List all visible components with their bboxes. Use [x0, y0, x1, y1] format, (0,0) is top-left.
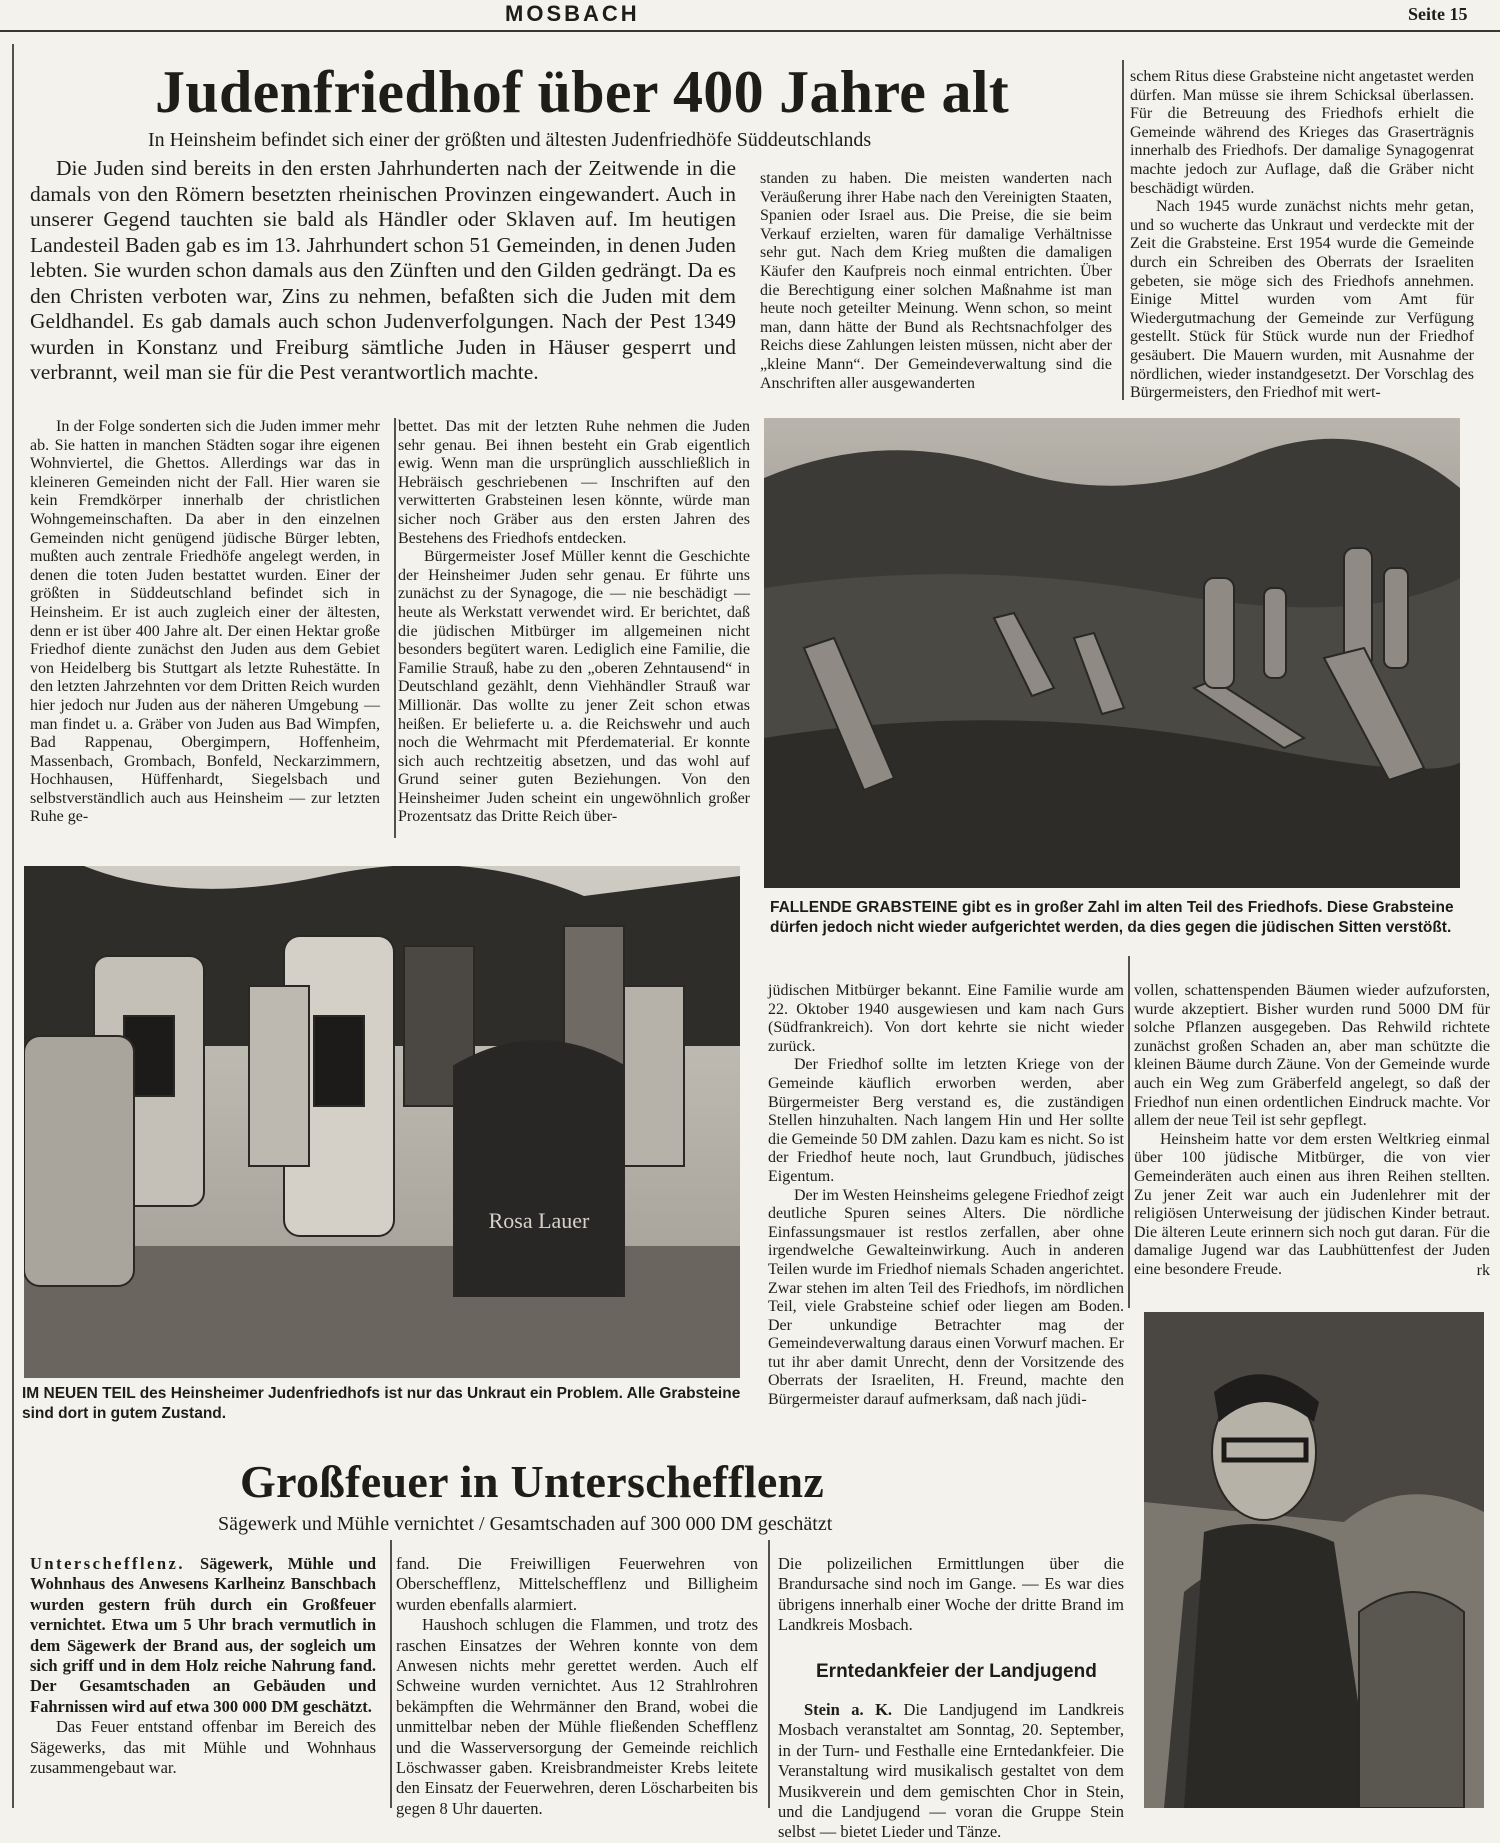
lead-paragraph	[30, 156, 736, 386]
column-text: Der im Westen Heinsheims gelegene Friedhof zeigt deutliche Spuren seines Alters. Die nördliche Einfassungsmauer ist restlos zerfallen, aber ohne irgendwelche Gewalteinwirkung. Auch in anderen Teilen wurde im Friedhof niemals Schaden angerichtet. Zwar stehen im alten Teil des Friedhofs, im nördlichen Teil, viele Grabsteine schief oder liegen am Boden. Der unkundige Betrachter mag der Gemeindeverwaltung daraus einen Vorwurf machen. Er tut ihr aber damit Unrecht, denn der Vorsitzende des Oberrats der Israeliten, H. Freund, machte den Bürgermeister darauf aufmerksam, daß nach jüdi-	[768, 1186, 1124, 1409]
article2-lead	[30, 1554, 376, 1717]
column-text: schem Ritus diese Grabsteine nicht angetastet werden dürfen. Man müsse sie ihrem Schicksal überlassen. Für die Betreuung des Friedhofs erhielt die Gemeinde während des Krieges das Graserträgnis innerhalb des Friedhofs. Der damalige Synagogenrat machte jedoch zur Auflage, daß die Gräber nicht beschädigt würden.	[1130, 68, 1474, 197]
column-rule	[768, 1540, 770, 1808]
column-text: standen zu haben. Die meisten wanderten nach Veräußerung ihrer Habe nach den Vereinigten Staaten, Spanien oder Israel aus. Die Preise, die sie beim Verkauf erzielten, waren für damalige Verhältnisse sehr gut. Nach dem Krieg mußten die damaligen Käufer den Kaufpreis noch einmal entrichten. Über die Berechtigung einer solchen Maßnahme ist man heute noch geteilter Meinung. Wenn schon, so meint man, dann hätte der Bund als Rechtsnachfolger des Reichs diese Zahlungen leisten müssen, nicht aber der „kleine Mann“. Der Gemeindeverwaltung sind die Anschriften aller ausgewanderten	[760, 170, 1112, 392]
mayor-portrait-image	[1144, 1312, 1484, 1808]
column-text: Nach 1945 wurde zunächst nichts mehr getan, und so wucherte das Unkraut und verdeckte mit der Zeit die Grabsteine. Erst 1954 wurde die Gemeinde durch ein Schreiben des Oberrats der Israeliten gebeten, sie möge sich des Friedhofs annehmen. Einige Mittel wurden vom Amt für Wiedergutmachung der Gemeinde zur Verfügung gestellt. Stück für Stück wurde nun der Friedhof gesäubert. Die Mauern wurden, mit Ausnahme der nördlichen, wieder instandgesetzt. Der Vorschlag des Bürgermeisters, den Friedhof mit wert-	[1130, 198, 1474, 402]
dateline: Unterschefflenz.	[30, 1554, 186, 1573]
caption-text: des Heinsheimer Judenfriedhofs ist nur das Unkraut ein Problem. Alle Grabsteine sind dort in gutem Zustand.	[22, 1385, 741, 1422]
article-column	[398, 418, 750, 827]
column-rule	[394, 418, 396, 838]
sub-headline: Erntedankfeier der Landjugend	[816, 1660, 1097, 1682]
column-text: Bürgermeister Josef Müller kennt die Geschichte der Heinsheimer Juden sehr genau. Er führte uns zunächst zu der Synagoge, die — nie beschädigt — heute als Werkstatt verwendet wird. Er berichtet, daß die jüdischen Mitbürger im allgemeinen nicht besonders begütert waren. Lediglich eine Familie, die Familie Strauß, habe zu den „oberen Zehntausend“ in Deutschland gezählt, denn Viehhändler Strauß war Millionär. Das wollte zu jener Zeit schon etwas heißen. Er belieferte u. a. die Reichswehr und auch noch die Wehrmacht mit Pferdematerial. Er konnte sich auch rechtzeitig absetzen, und das wohl auf Grund seiner guten Beziehungen. Von den Heinsheimer Juden scheint ein ungewöhnlich großer Prozentsatz das Dritte Reich über-	[398, 548, 750, 826]
column-text: jüdischen Mitbürger bekannt. Eine Familie wurde am 22. Oktober 1940 ausgewiesen und kam nach Gurs (Südfrankreich). Von dort kehrte sie nicht wieder zurück.	[768, 982, 1124, 1055]
photo-new-part	[24, 866, 740, 1378]
column-text: Haushoch schlugen die Flammen, und trotz des raschen Einsatzes der Wehren konnte von dem Anwesen nichts mehr gerettet werden. Auch elf Schweine wurden vernichtet. Aus 12 Strahlrohren bekämpften die Wehrmänner den Brand, wobei die unmittelbar neben der Mühle fließenden Schefflenz und die Wasserversorgung der Gemeinde reichlich Löschwasser gaben. Kreisbrandmeister Krebs leitete den Einsatz der Feuerwehren, deren Löscharbeiten bis gegen 8 Uhr dauerten.	[396, 1615, 758, 1818]
article2-column	[778, 1554, 1124, 1843]
column-text: Der Friedhof sollte im letzten Kriege von der Gemeinde käuflich erworben werden, aber Bürgermeister Berg verstand es, die zuständigen Stellen hinzuhalten. Nach langem Hin und Her sollte die Gemeinde 50 DM zahlen. Dazu kam es nicht. So ist der Friedhof heute noch, laut Grundbuch, jüdisches Eigentum.	[768, 1056, 1124, 1185]
caption-lead: IM NEUEN TEIL	[22, 1385, 136, 1402]
page-number: Seite 15	[1408, 4, 1468, 24]
column-text: Das Feuer entstand offenbar im Bereich des Sägewerks, das mit Mühle und Wohnhaus zusammengebaut war.	[30, 1717, 376, 1778]
sub-dateline: Stein a. K.	[804, 1700, 893, 1720]
lead-text: Die Juden sind bereits in den ersten Jahrhunderten nach der Zeitwende in die damals von den Römern besetzten rheinischen Provinzen eingewandert. Auch in unserer Gegend tauchten sie bald als Händler oder Sklaven auf. Im heutigen Landesteil Baden gab es im 13. Jahrhundert schon 51 Gemeinden, in denen Juden lebten. Sie wurden schon damals aus den Zünften und den Gilden gedrängt. Da es den Christen verboten war, Zins zu nehmen, befaßten sich die Juden mit dem Geldhandel. Es gab damals auch schon Judenverfolgungen. Nach der Pest 1349 wurden in Konstanz und Freiburg sämtliche Juden in Häuser gesperrt und verbrannt, weil man sie für die Pest verantwortlich machte.	[30, 156, 736, 384]
article2-column	[30, 1554, 376, 1778]
photo-caption	[770, 898, 1466, 938]
caption-text: gibt es in großer Zahl im alten Teil des Friedhofs. Diese Grabsteine dürfen jedoch nicht wieder aufgerichtet werden, da dies gegen die jüdischen Sitten verstößt.	[770, 899, 1454, 936]
column-rule	[1128, 956, 1130, 1308]
column-text: bettet. Das mit der letzten Ruhe nehmen die Juden sehr genau. Bei ihnen besteht ein Grab eigentlich ewig. Wenn man die ursprünglich ausschließlich in Hebräisch geschriebenen — Inschriften auf den verwitterten Grabsteinen lesen könnte, würde man sicher noch Gräber aus den ersten Jahren des Bestehens des Friedhofs entdecken.	[398, 418, 750, 547]
article-deck: In Heinsheim befindet sich einer der größten und ältesten Judenfriedhöfe Süddeutschlands	[148, 129, 872, 151]
article2-deck: Sägewerk und Mühle vernichtet / Gesamtschaden auf 300 000 DM geschätzt	[218, 1513, 833, 1535]
column-text: Die polizeilichen Ermittlungen über die Brandursache sind noch im Gange. — Es war dies übrigens innerhalb einer Woche der dritte Brand im Landkreis Mosbach.	[778, 1554, 1124, 1635]
photo-mayor	[1144, 1312, 1484, 1808]
article-column	[768, 982, 1124, 1410]
article-column	[1134, 982, 1490, 1280]
masthead-town: MOSBACH	[505, 1, 640, 26]
cemetery-old-part-image	[764, 418, 1460, 888]
left-margin-rule	[12, 44, 14, 1808]
article-headline: Judenfriedhof über 400 Jahre alt	[155, 59, 1010, 125]
column-text: Heinsheim hatte vor dem ersten Weltkrieg einmal über 100 jüdische Mitbürger, die von vier Gemeinderäten auch einen aus ihren Reihen stellten. Zu jener Zeit war auch ein Judenlehrer mit der religiösen Unterweisung der jüdischen Kinder betraut. Die älteren Leute erinnern sich noch gut daran. Für die damalige Jugend war das Laubhüttenfest der Juden eine besondere Freude.	[1134, 1130, 1490, 1278]
caption-lead: FALLENDE GRABSTEINE	[770, 899, 958, 916]
masthead	[0, 0, 1500, 32]
column-text: vollen, schattenspenden Bäumen wieder aufzuforsten, wurde akzeptiert. Bisher wurden rund 5000 DM für solche Pflanzen ausgegeben. Das Rehwild richtete zunächst großen Schaden an, aber man schützte die kleinen Bäume durch Zäune. Von der Gemeinde wurde auch ein Weg zum Gräberfeld angelegt, so daß der Friedhof nun einen ordentlichen Eindruck machte. Vor allem der neue Teil ist sehr gepflegt.	[1134, 982, 1490, 1130]
article2-column	[396, 1554, 758, 1819]
column-rule	[390, 1540, 392, 1808]
lead-text: Sägewerk, Mühle und Wohnhaus des Anwesens Karlheinz Banschbach wurden gestern früh durch ein Großfeuer vernichtet. Etwa um 5 Uhr brach vermutlich in dem Sägewerk der Brand aus, der sogleich um sich griff und in dem Holz reiche Nahrung fand. Der Gesamtschaden an Gebäuden und Fahrnissen wird auf etwa 300 000 DM geschätzt.	[30, 1554, 376, 1716]
gravestone-inscription: Rosa Lauer	[488, 1208, 590, 1233]
sub-text: Die Landjugend im Landkreis Mosbach veranstaltet am Sonntag, 20. September, in der Turn- und Festhalle eine Erntedankfeier. Die Veranstaltung wird musikalisch gestaltet von dem Musikverein und dem gemischten Chor in Stein, und die Landjugend — voran die Gruppe Stein selbst — bietet Lieder und Tänze.	[778, 1700, 1125, 1842]
column-text: fand. Die Freiwilligen Feuerwehren von Oberschefflenz, Mittelschefflenz und Billigheim wurden ebenfalls alarmiert.	[396, 1554, 758, 1614]
column-rule	[1122, 60, 1124, 400]
photo-falling-gravestones	[764, 418, 1460, 888]
photo-caption	[22, 1384, 752, 1424]
article-column	[30, 418, 380, 827]
article-column	[1130, 68, 1474, 403]
author-signature: rk	[1476, 1261, 1490, 1279]
column-text: In der Folge sonderten sich die Juden immer mehr ab. Sie hatten in manchen Städten sogar ihre eigenen Wohnviertel, die Ghettos. Allerdings war das in kleineren Gemeinden nicht der Fall. Hier waren sie kein Fremdkörper innerhalb der christlichen Wohngemeinschaften. Da aber in den einzelnen Gemeinden nicht genügend jüdische Bürger lebten, mußten auch zentrale Friedhöfe angelegt werden, in denen die toten Juden bestattet wurden. Einer der größten in Süddeutschland befindet sich in Heinsheim. Er ist auch zugleich einer der ältesten, denn er ist über 400 Jahre alt. Der einen Hektar große Friedhof diente zunächst den Juden aus dem Gebiet von Heidelberg bis Stuttgart als letzte Ruhestätte. In den letzten Jahrzehnten vor dem Dritten Reich wurden hier jedoch nur Juden aus der näheren Umgebung — man findet u. a. Gräber von Juden aus Bad Wimpfen, Bad Rappenau, Obergimpern, Hoffenheim, Massenbach, Grombach, Bonfeld, Neckarzimmern, Hochhausen, Hüffenhardt, Siegelsbach und selbstverständlich auch aus Heinsheim — zur letzten Ruhe ge-	[30, 418, 380, 826]
article2-headline: Großfeuer in Unterschefflenz	[240, 1456, 825, 1507]
cemetery-new-part-image	[24, 866, 740, 1378]
article-column	[760, 170, 1112, 393]
